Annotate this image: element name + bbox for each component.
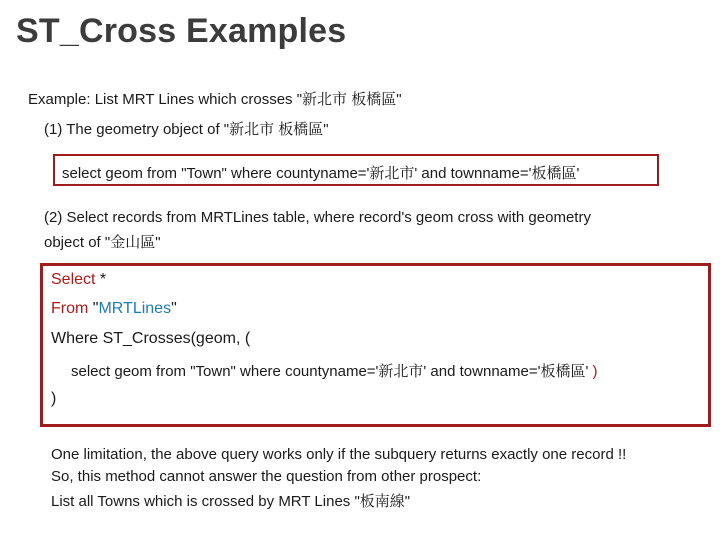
query-box <box>40 263 711 427</box>
page-title: ST_Cross Examples <box>16 12 347 50</box>
step-1-label: (1) The geometry object of "新北市 板橋區" <box>44 121 329 138</box>
footer-line-1: One limitation, the above query works only if the subquery returns exactly one record !! <box>51 446 627 463</box>
footer-line-2: So, this method cannot answer the question from other prospect: <box>51 468 482 485</box>
step-1-sql: select geom from "Town" where countyname='新北市' and townname='板橋區' <box>62 165 580 182</box>
from-keyword: From <box>51 300 89 317</box>
query-select-line <box>51 271 106 289</box>
query-subquery-line <box>71 360 598 381</box>
query-close-paren: ) <box>51 390 57 407</box>
from-table-name: MRTLines <box>98 300 172 317</box>
from-quote-close: " <box>171 300 177 317</box>
example-description: Example: List MRT Lines which crosses "新北市 板橋區" <box>28 91 402 108</box>
footer-line-3: List all Towns which is crossed by MRT Lines "板南線" <box>51 493 411 510</box>
subquery-close-paren: ) <box>588 363 598 380</box>
step-2-label-line-2: object of "金山區" <box>44 234 161 251</box>
from-quote-open: " <box>88 300 99 317</box>
select-keyword: Select <box>51 271 96 288</box>
query-where-line: Where ST_Crosses(geom, ( <box>51 330 251 347</box>
query-from-line <box>51 300 177 318</box>
step-1-sql-box <box>53 154 659 186</box>
select-target: * <box>95 271 107 288</box>
subquery-text: select geom from "Town" where countyname='新北市' and townname='板橋區' <box>71 363 589 380</box>
step-2-label-line-1: (2) Select records from MRTLines table, where record's geom cross with geometry <box>44 209 591 226</box>
